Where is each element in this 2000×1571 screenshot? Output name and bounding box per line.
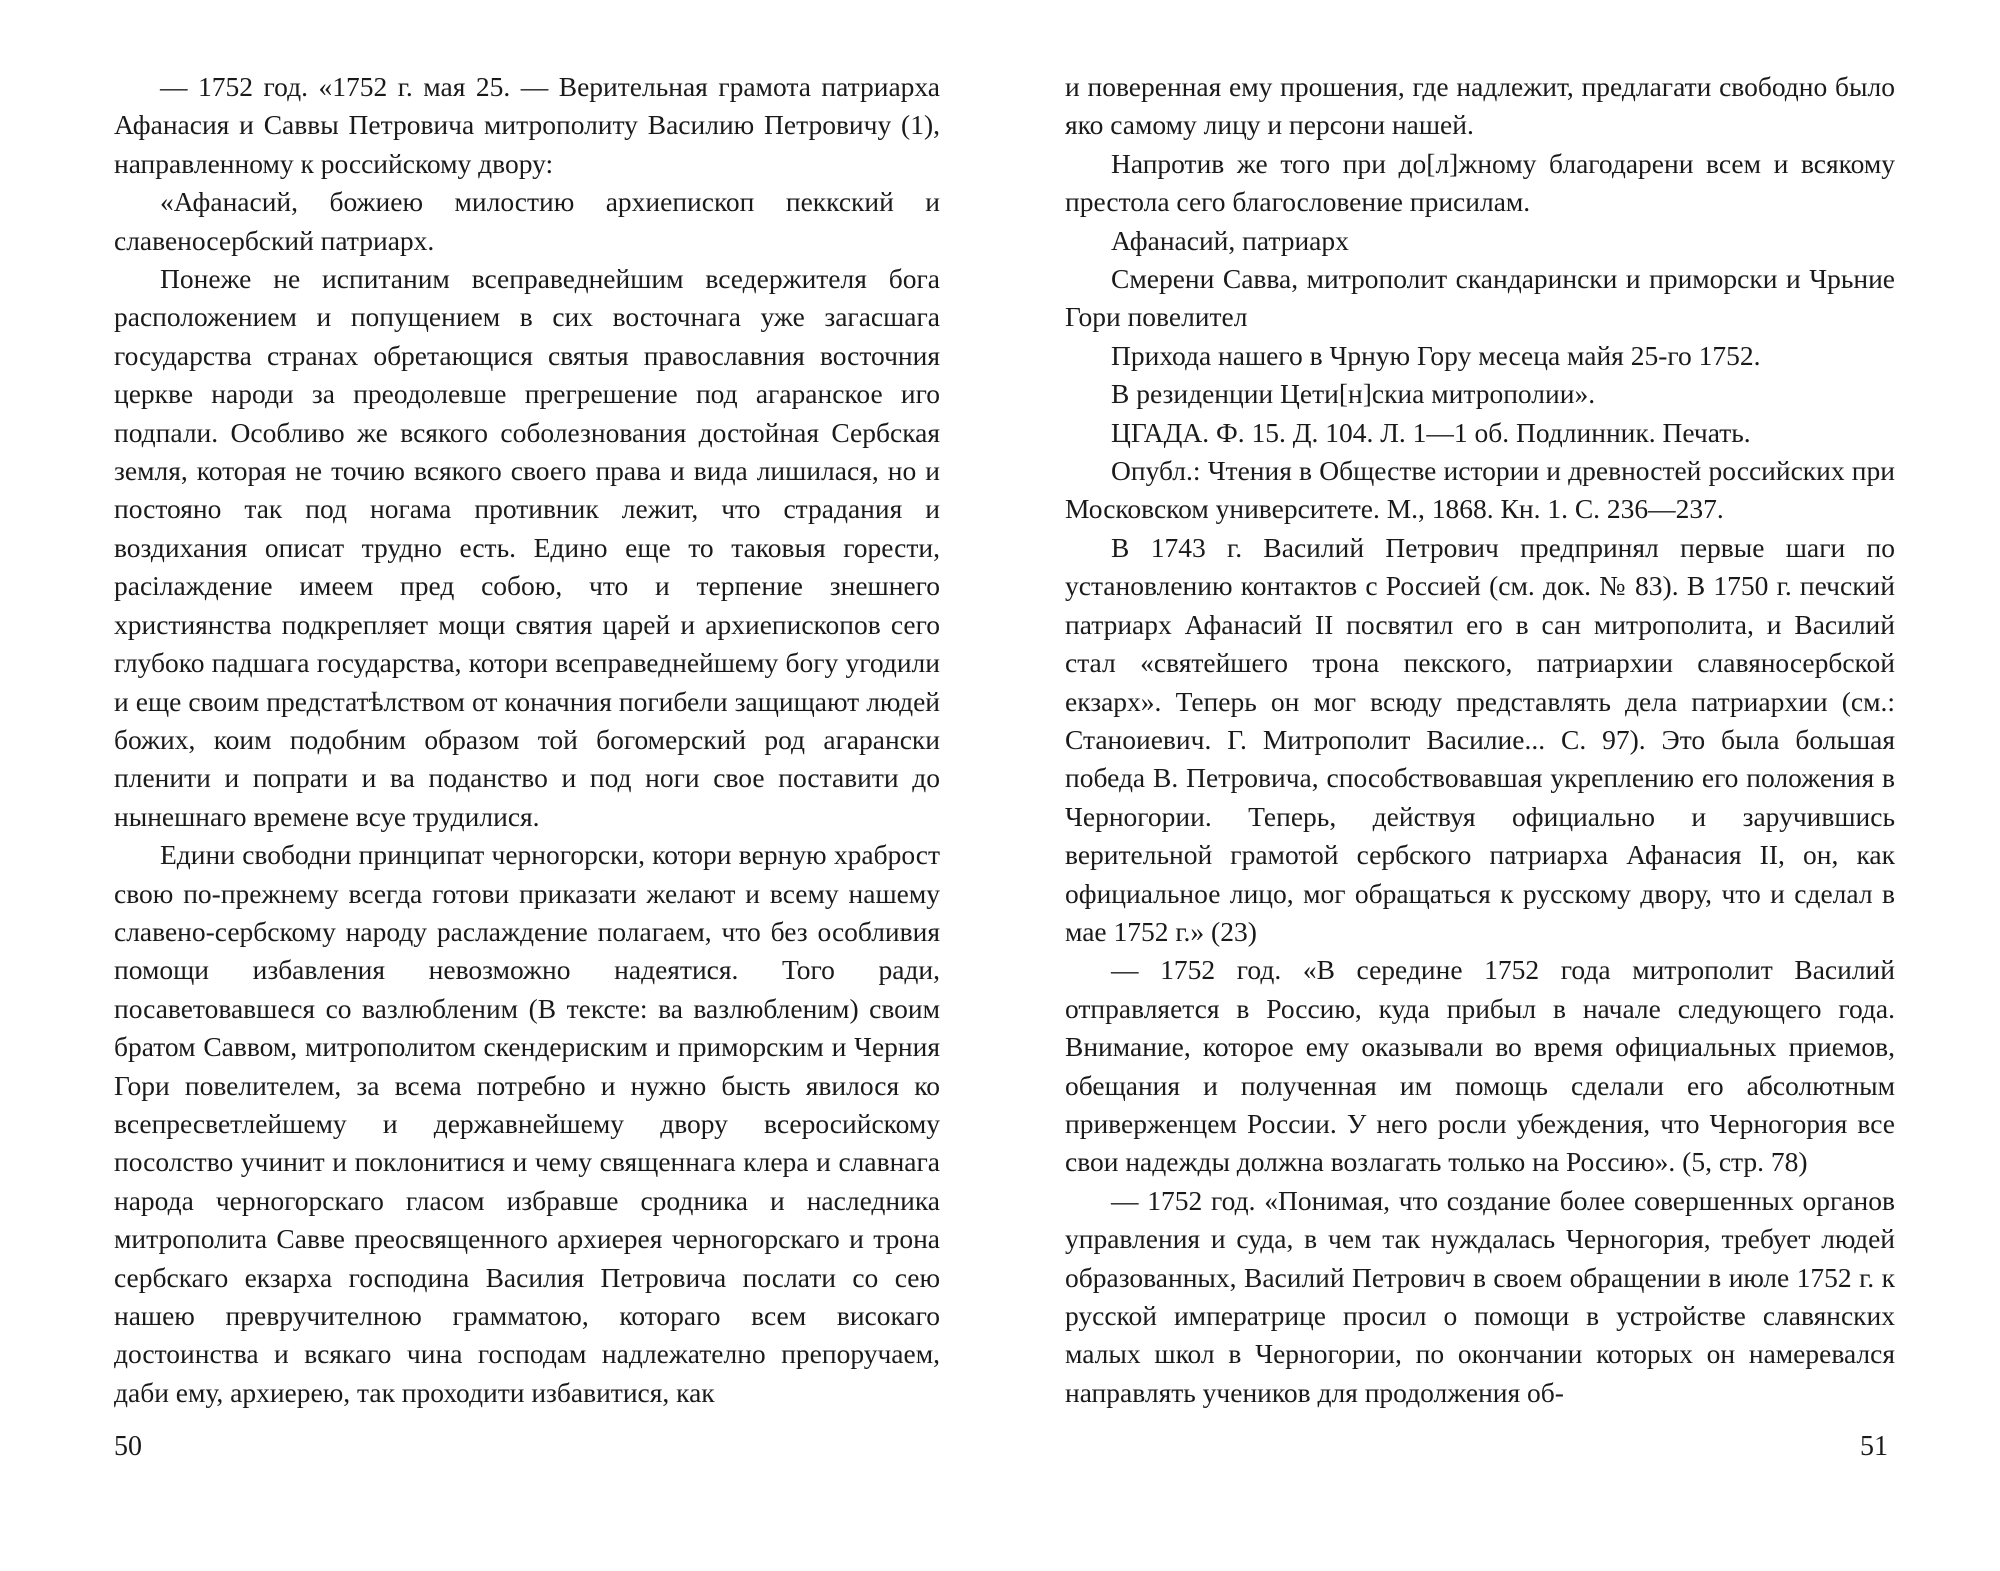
left-page bbox=[114, 68, 940, 1412]
page-number-left: 50 bbox=[114, 1431, 142, 1462]
signature-savva: Смерени Савва, митрополит скандарински и приморски и Чрьние Гори повелител bbox=[1065, 263, 1895, 333]
paragraph-1752-journey: — 1752 год. «В середине 1752 года митрополит Василий отправляется в Россию, куда прибыл в начале следующего года. Внимание, которое ему оказывали во время официальных приемов, обещания и полученная им помощь сделали его абсолютным приверженцем России. У него росли убеждения, что Черногория все свои надежды должна возлагать только на Россию». (5, стр. 78) bbox=[1065, 954, 1895, 1178]
publication-reference: Опубл.: Чтения в Обществе истории и древностей российских при Московском университете. М., 1868. Кн. 1. С. 236—237. bbox=[1065, 455, 1895, 525]
paragraph-credential-intro: — 1752 год. «1752 г. мая 25. — Верительная грамота патриарха Афанасия и Саввы Петровича митрополиту Василию Петровичу (1), направленному к российскому двору: bbox=[114, 71, 940, 179]
archive-reference: ЦГАДА. Ф. 15. Д. 104. Л. 1—1 об. Подлинник. Печать. bbox=[1111, 416, 1751, 448]
right-page bbox=[1065, 68, 1895, 1412]
date-line: Прихода нашего в Чрную Гору месеца майя 25-го 1752. bbox=[1111, 339, 1761, 371]
page-number-right: 51 bbox=[1860, 1431, 1888, 1462]
paragraph-montenegro-principality: Едини свободни принципат черногорски, котори верную храброст свою по-прежнему всегда готови приказати желают и всему нашему славено-сербскому народу раслаждение полагаем, что без особливия помощи избавления невозможно надеятися. Того ради, посаветовавшеся со вазлюбленим (В тексте: ва вазлюбленим) своим братом Саввом, митрополитом скендериским и приморским и Черния Гори повелителем, за всема потребно и нужно бысть явилося ко всепресветлейшему и державнейшему двору всеросийскому посолство учинит и поклонитися и чему священнага клера и славнага народа черногорскаго гласом избравше сродника и наследника митрополита Савве преосвященного архиерея черногорскаго и трона сербскаго екзарха господина Василия Петровича послати со сею нашею превручителною грамматою, котораго всем високаго достоинства и всякаго чина господам надлежателно препоручаем, даби ему, архиерею, так проходити избавитися, как bbox=[114, 839, 940, 1408]
paragraph-1743-contacts: В 1743 г. Василий Петрович предпринял первые шаги по установлению контактов с Россией (см. док. № 83). В 1750 г. печский патриарх Афанасий II посвятил его в сан митрополита, и Василий стал «святейшего трона пекского, патриархии славяносербской екзарх». Теперь он мог всюду представлять дела патриархии (см.: Станоиевич. Г. Митрополит Василие... С. 97). Это была большая победа В. Петровича, способствовавшая укреплению его положения в Черногории. Теперь, действуя официально и заручившись верительной грамотой сербского патриарха Афанасия II, он, как официальное лицо, мог обращаться к русскому двору, что и сделал в мае 1752 г.» (23) bbox=[1065, 531, 1895, 947]
paragraph-afanasy-title: «Афанасий, божиею милостию архиепископ пеккский и славеносербский патриарх. bbox=[114, 186, 940, 256]
paragraph-blessing: Напротив же того при до[л]жному благодарени всем и всякому престола сего благословение присилам. bbox=[1065, 147, 1895, 218]
paragraph-1752-schools: — 1752 год. «Понимая, что создание более совершенных органов управления и суда, в чем так нуждалась Черногория, требует людей образованных, Василий Петрович в своем обращении в июле 1752 г. к русской императрице просил о помощи в устройстве славянских малых школ в Черногории, по окончании которых он намеревался направлять учеников для продолжения об- bbox=[1065, 1184, 1895, 1408]
signature-afanasy: Афанасий, патриарх bbox=[1111, 224, 1349, 256]
paragraph-continuation: и поверенная ему прошения, где надлежит, предлагати свободно было яко самому лицу и персони нашей. bbox=[1065, 71, 1895, 141]
residence-line: В резиденции Цети[н]скиа митрополии». bbox=[1111, 378, 1596, 410]
paragraph-serbian-land: Понеже не испитаним всеправеднейшим вседержителя бога расположением и попущением в сих восточнага уже загасшага государства странах обретающися святыя православния восточния церкве народи за преодолевше прегрешение под агаранское иго подпали. Особливо же всякого соболезнования достойная Сербская земля, которая не точию всякого своего права и вида лишилася, но и постояно так под ногама противник лежит, что страдания и воздихания описат трудно есть. Едино еще то таковыя горести, расілаждение имеем пред собою, что и терпение знешнего християнства подкрепляет мощи святия царей и архиепископов сего глубоко падшага государства, котори всеправеднейшему богу угодили и еще своим предстатѣлством от коначния погибели защищают людей божих, коим подобним образом той богомерский род агарански пленити и попрати и ва поданство и под ноги свое поставити до нынешнаго времене всуе трудилися. bbox=[114, 263, 940, 832]
